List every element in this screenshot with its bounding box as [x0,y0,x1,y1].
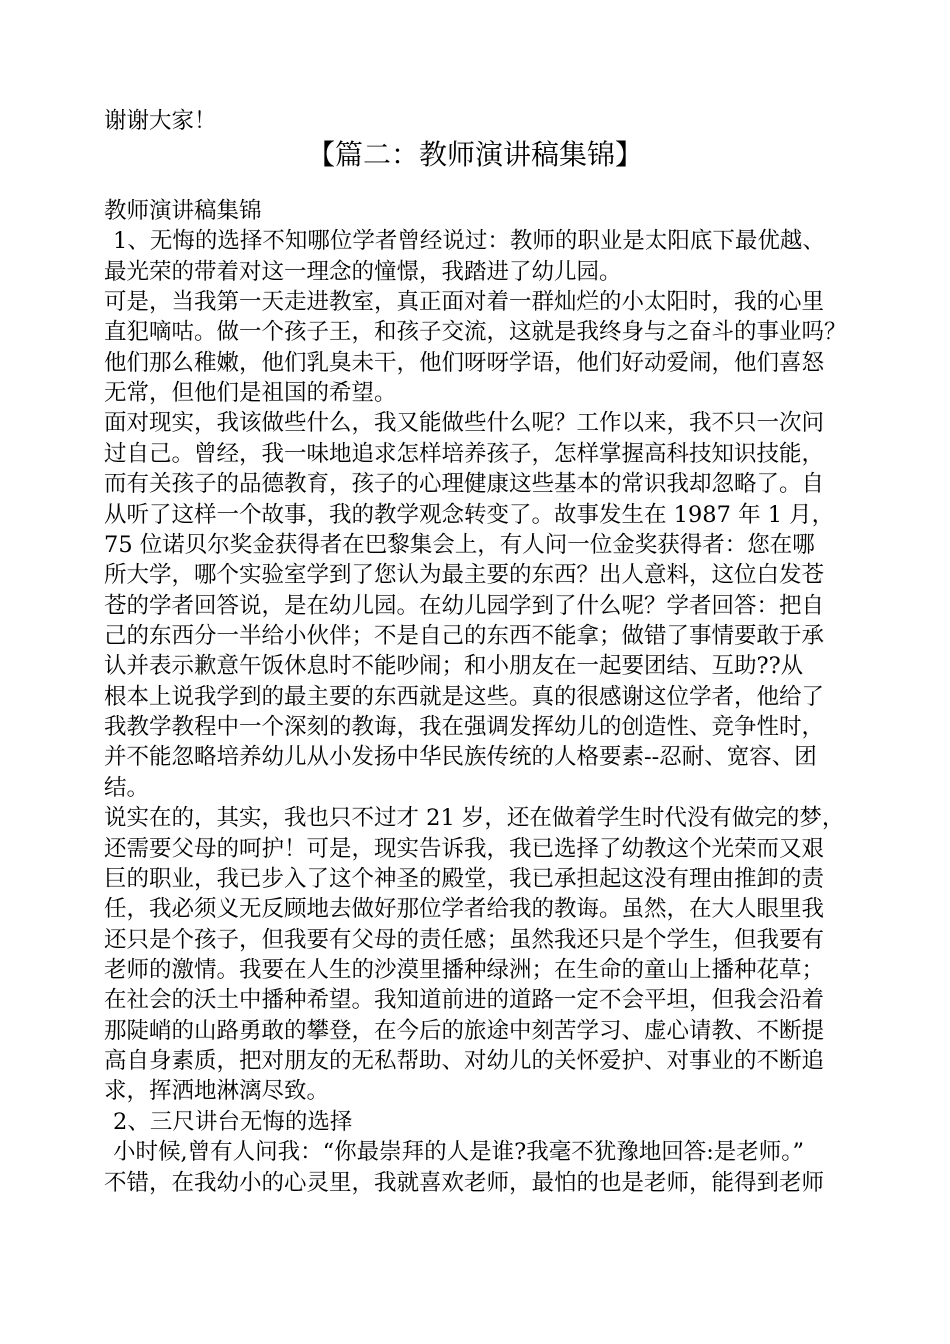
body-line: 己的东西分一半给小伙伴；不是自己的东西不能拿；做错了事情要敢于承 [104,623,825,649]
body-line: 而有关孩子的品德教育，孩子的心理健康这些基本的常识我却忽略了。自 [104,471,825,497]
body-line: 说实在的，其实，我也只不过才 21 岁，还在做着学生时代没有做完的梦， [104,805,845,831]
body-line: 那陡峭的山路勇敢的攀登，在今后的旅途中刻苦学习、虚心请教、不断提 [104,1018,825,1044]
body-line: 从听了这样一个故事，我的教学观念转变了。故事发生在 1987 年 1 月， [104,502,835,528]
body-line: 还需要父母的呵护！可是，现实告诉我，我已选择了幼教这个光荣而又艰 [104,836,825,862]
body-line: 根本上说我学到的最主要的东西就是这些。真的很感谢这位学者，他给了 [104,684,825,710]
body-line: 最光荣的带着对这一理念的憧憬，我踏进了幼儿园。 [104,259,622,285]
body-line: 并不能忽略培养幼儿从小发扬中华民族传统的人格要素--忍耐、宽容、团 [104,744,817,770]
body-line: 面对现实，我该做些什么，我又能做些什么呢？工作以来，我不只一次问 [104,410,825,436]
body-line: 老师的激情。我要在人生的沙漠里播种绿洲；在生命的童山上播种花草； [104,957,825,983]
body-line: 认并表示歉意午饭休息时不能吵闹；和小朋友在一起要团结、互助??从 [104,653,804,679]
body-line: 在社会的沃土中播种希望。我知道前进的道路一定不会平坦，但我会沿着 [104,987,825,1013]
body-line: 结。 [104,775,150,801]
body-line: 高自身素质，把对朋友的无私帮助、对幼儿的关怀爱护、对事业的不断追 [104,1048,825,1074]
body-line: 任，我必须义无反顾地去做好那位学者给我的教诲。虽然，在大人眼里我 [104,896,825,922]
body-line: 小时候,曾有人问我：“你最崇拜的人是谁?我毫不犹豫地回答:是老师。” [113,1139,805,1165]
body-line: 75 位诺贝尔奖金获得者在巴黎集会上，有人问一位金奖获得者：您在哪 [104,532,815,558]
body-line: 2、三尺讲台无悔的选择 [113,1109,353,1135]
body-line: 我教学教程中一个深刻的教诲，我在强调发挥幼儿的创造性、竞争性时， [104,714,825,740]
body-line: 无常，但他们是祖国的希望。 [104,380,397,406]
closing-line: 谢谢大家！ [104,108,217,134]
body-line: 苍的学者回答说，是在幼儿园。在幼儿园学到了什么呢？学者回答：把自 [104,593,825,619]
subheading: 教师演讲稿集锦 [104,198,262,224]
body-line: 不错，在我幼小的心灵里，我就喜欢老师，最怕的也是老师，能得到老师 [104,1170,825,1196]
body-line: 可是，当我第一天走进教室，真正面对着一群灿烂的小太阳时，我的心里 [104,289,825,315]
body-line: 直犯嘀咕。做一个孩子王，和孩子交流，这就是我终身与之奋斗的事业吗？ [104,319,847,345]
body-line: 还只是个孩子，但我要有父母的责任感；虽然我还只是个学生，但我要有 [104,927,825,953]
body-line: 求，挥洒地淋漓尽致。 [104,1078,330,1104]
body-line: 所大学，哪个实验室学到了您认为最主要的东西？出人意料，这位白发苍 [104,562,825,588]
body-line: 过自己。曾经，我一味地追求怎样培养孩子，怎样掌握高科技知识技能， [104,441,825,467]
body-line: 他们那么稚嫩，他们乳臭未干，他们呀呀学语，他们好动爱闹，他们喜怒 [104,350,825,376]
body-line: 巨的职业，我已步入了这个神圣的殿堂，我已承担起这没有理由推卸的责 [104,866,825,892]
body-line: 1、无悔的选择不知哪位学者曾经说过：教师的职业是太阳底下最优越、 [113,228,825,254]
section-title: 【篇二：教师演讲稿集锦】 [306,138,643,171]
